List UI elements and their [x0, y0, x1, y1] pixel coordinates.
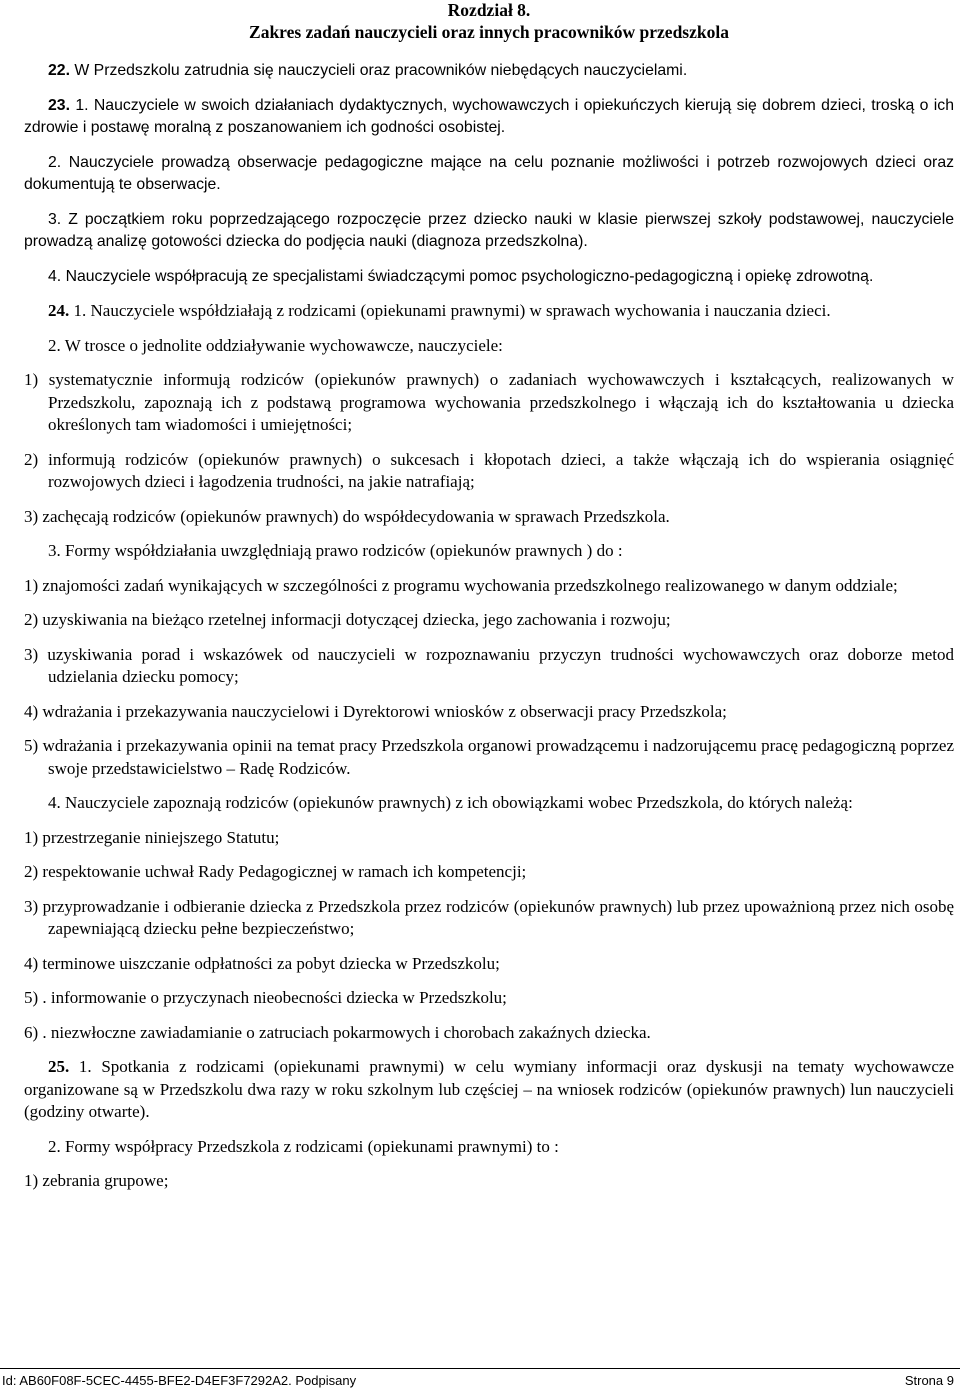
section-23-p4: 4. Nauczyciele współpracują ze specjalistami świadczącymi pomoc psychologiczno-pedagogiczną i opiekę zdrowotną. — [48, 267, 874, 285]
list-item: 4) wdrażania i przekazywania nauczycielowi i Dyrektorowi wniosków z obserwacji pracy Przedszkola; — [24, 701, 727, 721]
section-number: 23. — [48, 96, 70, 114]
section-23-p2: 2. Nauczyciele prowadzą obserwacje pedagogiczne mające na celu poznanie możliwości i potrzeb rozwojowych dzieci oraz dokumentują te obserwacje. — [24, 153, 954, 193]
section-22 — [24, 60, 954, 83]
section-25-p1 — [24, 1056, 954, 1124]
paragraph-text: 1. Nauczyciele współdziałają z rodzicami (opiekunami prawnymi) w sprawach wychowania i nauczania dzieci. — [73, 301, 831, 320]
paragraph-text: 1. Spotkania z rodzicami (opiekunami prawnymi) w celu wymiany informacji oraz dyskusji na tematy wychowawcze organizowane są w Przedszkolu dwa razy w roku szkolnym lub częściej – na wniosek rodziców (opiekunów prawnych) lun nauczycieli (godziny otwarte). — [24, 1057, 954, 1121]
list-item: 3) przyprowadzanie i odbieranie dziecka z Przedszkola przez rodziców (opiekunów prawnych) lub przez upoważnioną przez nich osobę zapewniającą dziecku pełne bezpieczeństwo; — [24, 896, 954, 938]
list-item: 5) . informowanie o przyczynach nieobecności dziecka w Przedszkolu; — [24, 988, 507, 1007]
section-24-p3: 3. Formy współdziałania uwzględniają prawo rodziców (opiekunów prawnych ) do : — [48, 541, 623, 560]
section-23-p1 — [24, 95, 954, 140]
page-footer — [0, 1368, 960, 1392]
section-24-p2: 2. W trosce o jednolite oddziaływanie wychowawcze, nauczyciele: — [48, 335, 503, 355]
section-number: 25. — [48, 1057, 70, 1076]
section-24-p1 — [24, 300, 954, 323]
list-item: 2) informują rodziców (opiekunów prawnych) o sukcesach i kłopotach dzieci, a także włączają ich do wspierania osiągnięć rozwojowych dzieci i łagodzenia trudności, na jakie natrafiają; — [24, 449, 954, 491]
section-24-p4: 4. Nauczyciele zapoznają rodziców (opiekunów prawnych) z ich obowiązkami wobec Przedszkola, do których należą: — [48, 793, 853, 812]
section-25-p2: 2. Formy współpracy Przedszkola z rodzicami (opiekunami prawnymi) to : — [48, 1136, 559, 1156]
document-page — [24, 0, 954, 1193]
list-item: 2) respektowanie uchwał Rady Pedagogicznej w ramach ich kompetencji; — [24, 862, 527, 881]
list-item: 3) zachęcają rodziców (opiekunów prawnych) do współdecydowania w sprawach Przedszkola. — [24, 506, 670, 526]
list-item: 4) terminowe uiszczanie odpłatności za pobyt dziecka w Przedszkolu; — [24, 953, 500, 973]
page-number: Strona 9 — [904, 1373, 954, 1388]
chapter-title: Zakres zadań nauczycieli oraz innych pracowników przedszkola — [249, 22, 729, 42]
document-id: Id: AB60F08F-5CEC-4455-BFE2-D4EF3F7292A2. Podpisany — [2, 1373, 357, 1388]
chapter-heading: Rozdział 8. — [447, 0, 531, 20]
paragraph-text: W Przedszkolu zatrudnia się nauczycieli oraz pracowników niebędących nauczycielami. — [74, 62, 688, 79]
section-number: 24. — [48, 301, 70, 320]
list-item: 1) systematycznie informują rodziców (opiekunów prawnych) o zadaniach wychowawczych i kształcących, realizowanych w Przedszkolu, zapoznają ich z podstawą programowa wychowania przedszkolnego i włączają ich do kształtowania u dziecka określonych tam wiadomości i umiejętności; — [24, 370, 954, 434]
list-item: 1) znajomości zadań wynikających w szczególności z programu wychowania przedszkolnego realizowanego w danym oddziale; — [24, 575, 898, 595]
list-item: 1) przestrzeganie niniejszego Statutu; — [24, 827, 280, 847]
list-item: 1) zebrania grupowe; — [24, 1171, 169, 1190]
list-item: 3) uzyskiwania porad i wskazówek od nauczycieli w rozpoznawaniu przyczyn trudności wychowawczych oraz doborze metod udzielania dziecku pomocy; — [24, 644, 954, 686]
list-item: 6) . niezwłoczne zawiadamianie o zatruciach pokarmowych i chorobach zakaźnych dziecka. — [24, 1022, 651, 1042]
section-number: 22. — [48, 62, 70, 79]
paragraph-text: 1. Nauczyciele w swoich działaniach dydaktycznych, wychowawczych i opiekuńczych kierują się dobrem dzieci, troską o ich zdrowie i postawę moralną z poszanowaniem ich godności osobistej. — [24, 96, 954, 136]
section-23-p3: 3. Z początkiem roku poprzedzającego rozpoczęcie przez dziecko nauki w klasie pierwszej szkoły podstawowej, nauczyciele prowadzą analizę gotowości dziecka do podjęcia nauki (diagnoza przedszkolna). — [24, 210, 954, 250]
list-item: 2) uzyskiwania na bieżąco rzetelnej informacji dotyczącej dziecka, jego zachowania i rozwoju; — [24, 610, 671, 629]
list-item: 5) wdrażania i przekazywania opinii na temat pracy Przedszkola organowi prowadzącemu i nadzorującemu pracę pedagogiczną poprzez swoje przedstawicielstwo – Radę Rodziców. — [24, 736, 954, 778]
